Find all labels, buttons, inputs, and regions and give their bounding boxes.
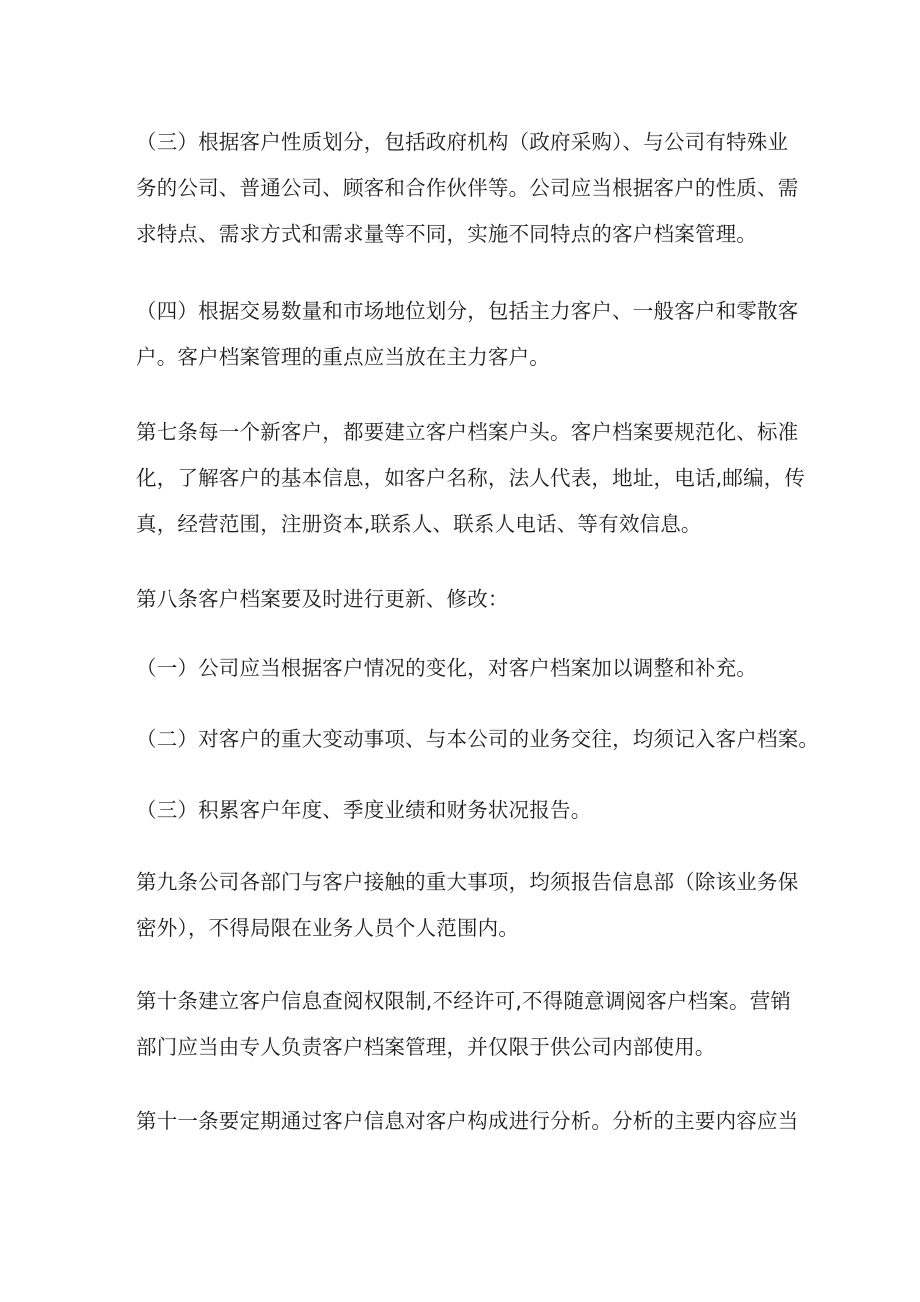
text-line: （一）公司应当根据客户情况的变化，对客户档案加以调整和补充。	[136, 656, 757, 680]
text-line: 化，了解客户的基本信息，如客户名称，法人代表，地址，电话,邮编，传	[136, 466, 806, 490]
paragraph-article-9	[136, 859, 799, 951]
paragraph-item-3	[136, 787, 796, 833]
text-line: 密外），不得局限在业务人员个人范围内。	[136, 916, 520, 940]
text-line: 求特点、需求方式和需求量等不同，实施不同特点的客户档案管理。	[136, 222, 757, 246]
text-line: 第十一条要定期通过客户信息对客户构成进行分析。分析的主要内容应当	[136, 1109, 799, 1133]
text-line: 第十条建立客户信息查阅权限制,不经许可,不得随意调阅客户档案。营销	[136, 989, 792, 1013]
text-line: 户。客户档案管理的重点应当放在主力客户。	[136, 345, 550, 369]
text-line: （二）对客户的重大变动事项、与本公司的业务交往，均须记入客户档案。	[136, 727, 820, 751]
paragraph-article-11	[136, 1098, 799, 1144]
paragraph-item-1	[136, 645, 796, 691]
paragraph-article-7	[136, 409, 806, 547]
text-line: 第七条每一个新客户，都要建立客户档案户头。客户档案要规范化、标准	[136, 420, 799, 444]
text-line: 真，经营范围，注册资本,联系人、联系人电话、等有效信息。	[136, 512, 702, 536]
text-line: 务的公司、普通公司、顾客和合作伙伴等。公司应当根据客户的性质、需	[136, 176, 799, 200]
text-line: （四）根据交易数量和市场地位划分，包括主力客户、一般客户和零散客	[136, 299, 799, 323]
text-line: 第八条客户档案要及时进行更新、修改：	[136, 587, 509, 611]
text-line: 第九条公司各部门与客户接触的重大事项，均须报告信息部（除该业务保	[136, 870, 799, 894]
paragraph-transaction-volume	[136, 288, 799, 380]
text-line: 部门应当由专人负责客户档案管理，并仅限于供公司内部使用。	[136, 1035, 716, 1059]
paragraph-article-8	[136, 576, 796, 622]
text-line: （三）积累客户年度、季度业绩和财务状况报告。	[136, 798, 592, 822]
paragraph-item-2	[136, 716, 820, 762]
paragraph-customer-nature	[136, 119, 799, 257]
text-line: （三）根据客户性质划分，包括政府机构（政府采购）、与公司有特殊业	[136, 130, 789, 154]
paragraph-article-10	[136, 978, 796, 1070]
